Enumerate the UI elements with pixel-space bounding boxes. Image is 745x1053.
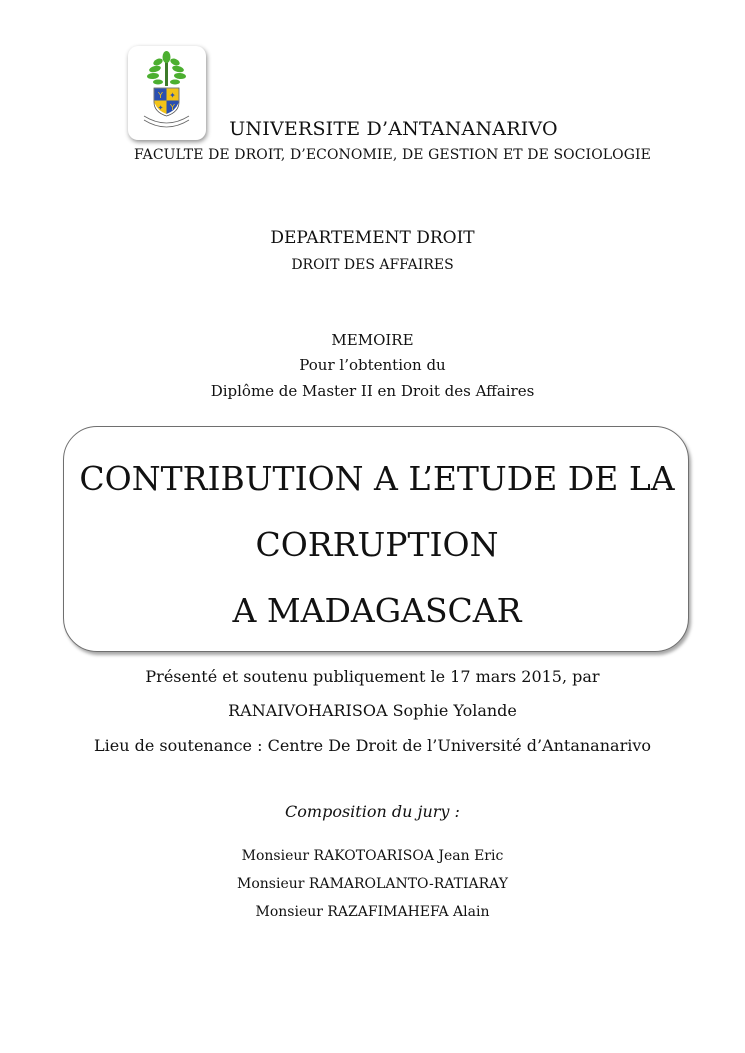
- thesis-title-box: [63, 426, 689, 652]
- svg-text:Y: Y: [158, 91, 163, 100]
- memoire-label: MEMOIRE: [331, 331, 414, 349]
- author-name: RANAIVOHARISOA Sophie Yolande: [228, 701, 517, 720]
- svg-text:✦: ✦: [169, 91, 176, 100]
- memoire-degree: Diplôme de Master II en Droit des Affaires: [210, 382, 535, 400]
- faculty-name: FACULTE DE DROIT, D’ECONOMIE, DE GESTION ET DE SOCIOLOGIE: [134, 147, 651, 163]
- thesis-title-line-3: A MADAGASCAR: [232, 591, 522, 630]
- jury-member: Monsieur RAMAROLANTO-RATIARAY: [237, 876, 508, 892]
- thesis-title-line-1: CONTRIBUTION A L’ETUDE DE LA: [79, 459, 675, 498]
- thesis-title-line-2: CORRUPTION: [255, 525, 499, 564]
- jury-title: Composition du jury :: [285, 802, 460, 821]
- memoire-purpose: Pour l’obtention du: [299, 356, 446, 374]
- defense-venue: Lieu de soutenance : Centre De Droit de l’Université d’Antananarivo: [93, 736, 651, 755]
- department-name: DEPARTEMENT DROIT: [270, 228, 475, 248]
- jury-member: Monsieur RAKOTOARISOA Jean Eric: [241, 848, 504, 864]
- university-name: UNIVERSITE D’ANTANANARIVO: [229, 118, 558, 140]
- jury-member: Monsieur RAZAFIMAHEFA Alain: [255, 904, 490, 920]
- svg-text:✦: ✦: [157, 104, 164, 112]
- department-subject: DROIT DES AFFAIRES: [291, 257, 454, 273]
- presentation-date: Présenté et soutenu publiquement le 17 mars 2015, par: [145, 667, 600, 686]
- svg-text:Y: Y: [170, 103, 175, 112]
